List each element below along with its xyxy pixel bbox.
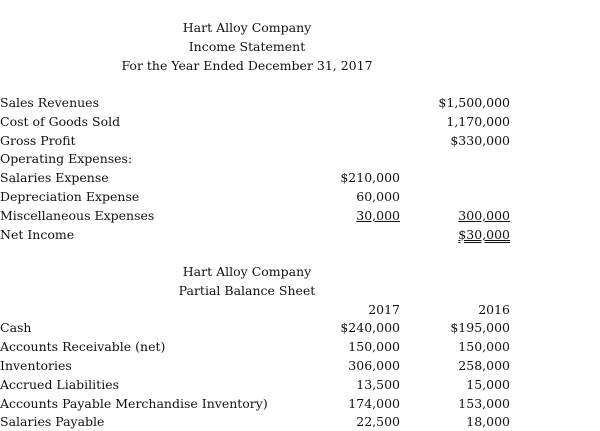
row-label: Inventories	[0, 358, 72, 373]
balance-sheet-company: Hart Alloy Company	[182, 264, 312, 279]
income-statement-period: For the Year Ended December 31, 2017	[121, 58, 373, 73]
row-value-2017: $240,000	[340, 320, 400, 335]
row-label: Salaries Payable	[0, 414, 105, 429]
row-label: Accrued Liabilities	[0, 377, 120, 392]
row-value: 1,170,000	[446, 114, 510, 129]
row-value-2017: 306,000	[348, 358, 400, 373]
row-value-2016: 18,000	[466, 414, 510, 429]
row-label: Cash	[0, 320, 32, 335]
row-value-2017: 22,500	[356, 414, 400, 429]
row-label: Net Income	[0, 227, 75, 242]
underlined-value: 30,000	[356, 208, 400, 223]
balance-sheet-title: Partial Balance Sheet	[178, 283, 316, 298]
row-label: Cost of Goods Sold	[0, 114, 121, 129]
row-value-2017: 174,000	[348, 396, 400, 411]
row-value-2017: 13,500	[356, 377, 400, 392]
row-value: $210,000	[340, 170, 400, 185]
year-header-2017: 2017	[368, 302, 400, 317]
row-value	[410, 208, 510, 224]
row-value-2016: 258,000	[458, 358, 510, 373]
income-statement-title: Income Statement	[188, 39, 306, 54]
row-value-2016: $195,000	[450, 320, 510, 335]
row-label: Miscellaneous Expenses	[0, 208, 155, 223]
row-label: Gross Profit	[0, 133, 76, 148]
row-value-2016: 153,000	[458, 396, 510, 411]
row-value: $330,000	[450, 133, 510, 148]
row-value-2017: 150,000	[348, 339, 400, 354]
row-label: Depreciation Expense	[0, 189, 140, 204]
row-label: Sales Revenues	[0, 95, 99, 110]
income-statement-company: Hart Alloy Company	[182, 20, 312, 35]
underlined-value: 300,000	[458, 208, 510, 223]
row-value	[300, 208, 400, 224]
row-label: Accounts Payable Merchandise Inventory)	[0, 396, 268, 411]
row-value	[410, 227, 510, 243]
year-header-2016: 2016	[478, 302, 510, 317]
row-value-2016: 150,000	[458, 339, 510, 354]
row-label: Accounts Receivable (net)	[0, 339, 166, 354]
row-label: Salaries Expense	[0, 170, 109, 185]
double-underlined-value: $30,000	[458, 227, 510, 242]
row-value: 60,000	[356, 189, 400, 204]
row-value: $1,500,000	[438, 95, 510, 110]
row-value-2016: 15,000	[466, 377, 510, 392]
row-label: Operating Expenses:	[0, 151, 133, 166]
